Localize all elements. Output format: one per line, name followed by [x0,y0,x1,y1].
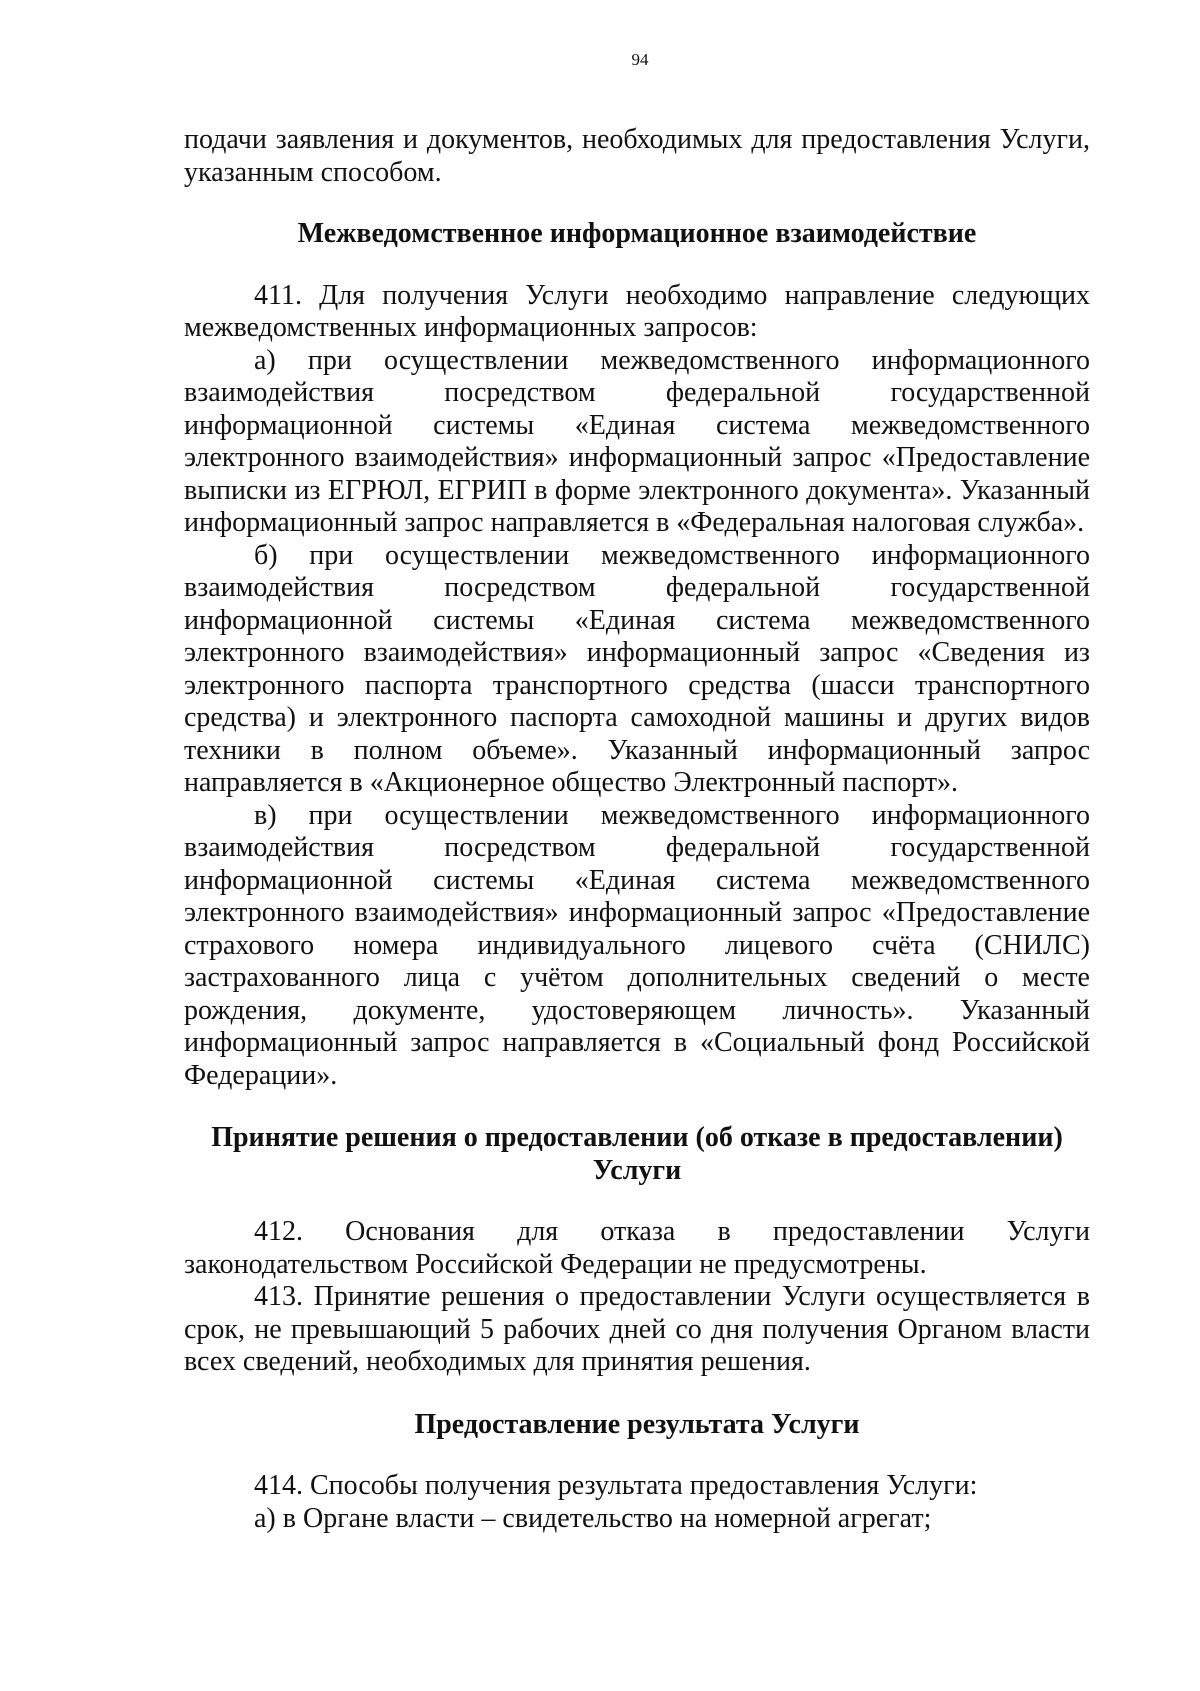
document-body [184,124,1090,1535]
paragraph-411: 411. Для получения Услуги необходимо направление следующих межведомственных информационных запросов: [184,279,1090,343]
paragraph-412: 412. Основания для отказа в предоставлении Услуги законодательством Российской Федерации не предусмотрены. [184,1216,1090,1280]
paragraph-intro: подачи заявления и документов, необходимых для предоставления Услуги, указанным способом. [184,124,1090,188]
paragraph-414: 414. Способы получения результата предоставления Услуги: [254,1470,978,1501]
paragraph-411-a: а) при осуществлении межведомственного информационного взаимодействия посредством федеральной государственной информационной системы «Единая система межведомственного электронного взаимодействия» информационный запрос «Предоставление выписки из ЕГРЮЛ, ЕГРИП в форме электронного документа». Указанный информационный запрос направляется в «Федеральная налоговая служба». [184,344,1090,538]
section-heading-interagency: Межведомственное информационное взаимодействие [297,218,977,249]
paragraph-414-a: а) в Органе власти – свидетельство на номерной агрегат; [254,1502,932,1534]
page-number: 94 [631,50,649,69]
paragraph-413: 413. Принятие решения о предоставлении Услуги осуществляется в срок, не превышающий 5 рабочих дней со дня получения Органом власти всех сведений, необходимых для принятия решения. [184,1281,1090,1377]
paragraph-411-c: в) при осуществлении межведомственного информационного взаимодействия посредством федеральной государственной информационной системы «Единая система межведомственного электронного взаимодействия» информационный запрос «Предоставление страхового номера индивидуального лицевого счёта (СНИЛС) застрахованного лица с учётом дополнительных сведений о месте рождения, документе, удостоверяющем личность». Указанный информационный запрос направляется в «Социальный фонд Российской Федерации». [184,799,1090,1091]
paragraph-411-b: б) при осуществлении межведомственного информационного взаимодействия посредством федеральной государственной информационной системы «Единая система межведомственного электронного взаимодействия» информационный запрос «Сведения из электронного паспорта транспортного средства (шасси транспортного средства) и электронного паспорта самоходной машины и других видов техники в полном объеме». Указанный информационный запрос направляется в «Акционерное общество Электронный паспорт». [184,539,1090,798]
section-heading-decision: Принятие решения о предоставлении (об отказе в предоставлении) Услуги [211,1122,1063,1186]
section-heading-result: Предоставление результата Услуги [414,1408,860,1440]
